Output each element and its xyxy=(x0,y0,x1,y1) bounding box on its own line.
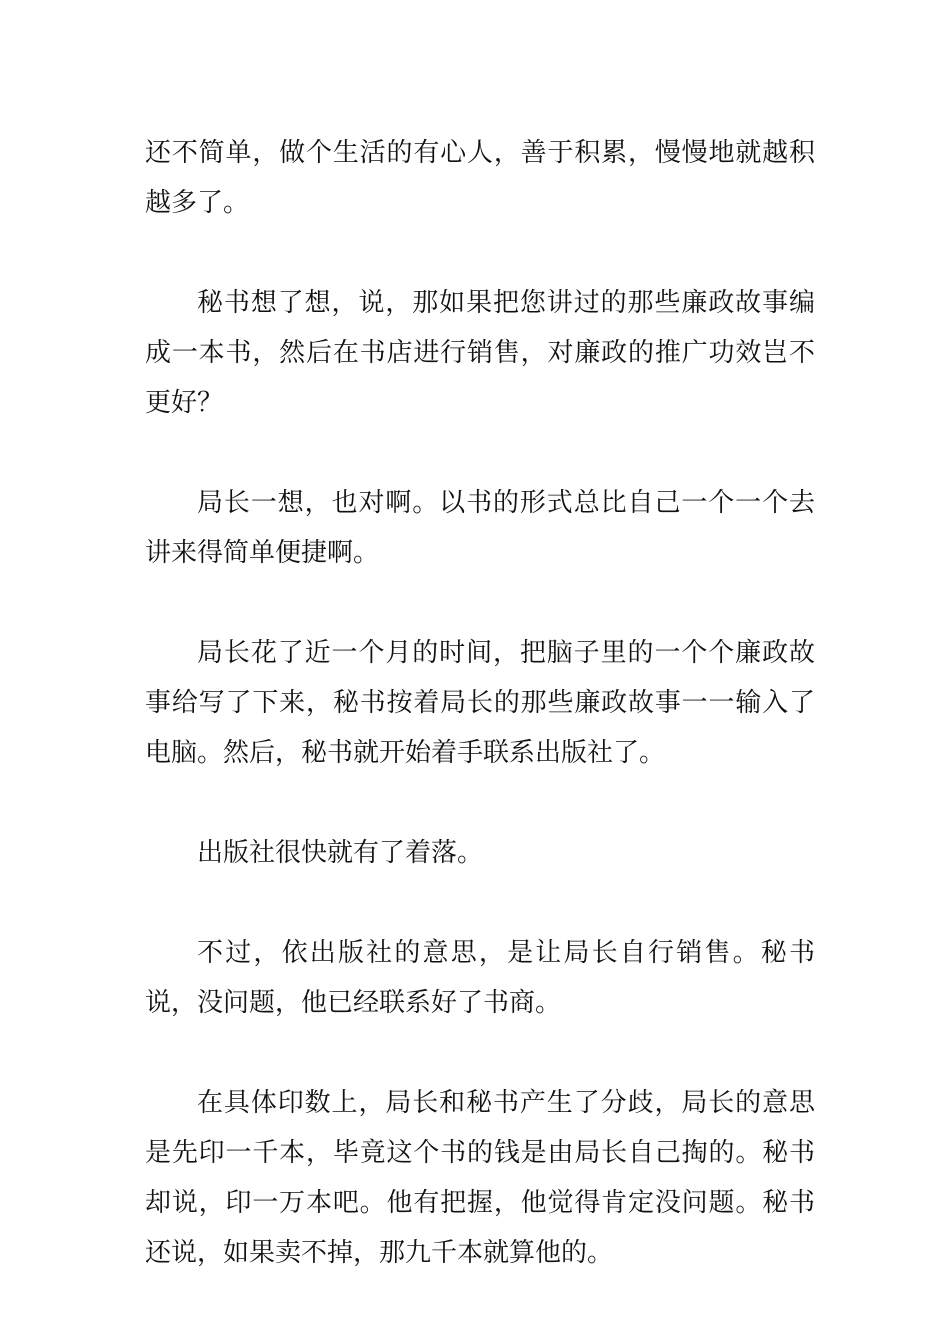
paragraph-6: 不过，依出版社的意思，是让局长自行销售。秘书说，没问题，他已经联系好了书商。 xyxy=(145,938,815,1018)
paragraph-4: 局长花了近一个月的时间，把脑子里的一个个廉政故事给写了下来，秘书按着局长的那些廉政故事一一输入了电脑。然后，秘书就开始着手联系出版社了。 xyxy=(145,638,815,768)
paragraph-1: 还不简单，做个生活的有心人，善于积累，慢慢地就越积越多了。 xyxy=(145,138,815,218)
paragraph-2: 秘书想了想，说，那如果把您讲过的那些廉政故事编成一本书，然后在书店进行销售，对廉政的推广功效岂不更好？ xyxy=(145,288,815,418)
paragraph-5: 出版社很快就有了着落。 xyxy=(197,838,484,868)
paragraph-7: 在具体印数上，局长和秘书产生了分歧，局长的意思是先印一千本，毕竟这个书的钱是由局长自己掏的。秘书却说，印一万本吧。他有把握，他觉得肯定没问题。秘书还说，如果卖不掉，那九千本就算他的。 xyxy=(145,1088,815,1268)
paragraph-3: 局长一想，也对啊。以书的形式总比自己一个一个去讲来得简单便捷啊。 xyxy=(145,488,815,568)
document-body xyxy=(145,128,815,1328)
